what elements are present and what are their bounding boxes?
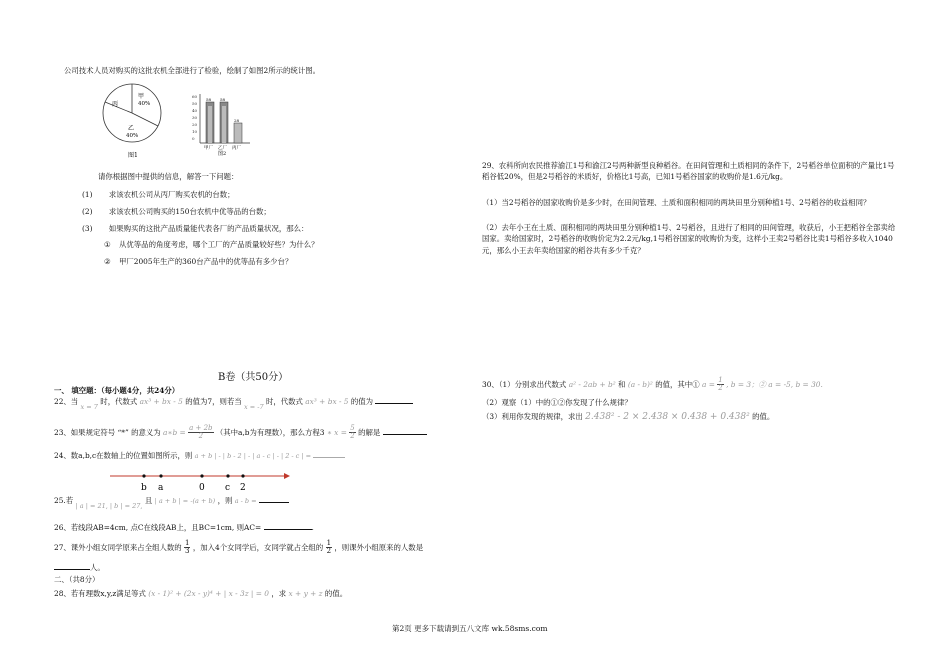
text: 的值，其中① (655, 379, 700, 389)
text: ，则 (217, 496, 233, 505)
answer-blank[interactable] (54, 569, 90, 570)
label-b: b (141, 483, 147, 493)
text: 22、当 (54, 397, 79, 406)
problem-27-tail (54, 563, 105, 572)
q-text: 甲厂2005年生产的360台产品中的优等品有多少台？ (119, 257, 293, 266)
answer-blank[interactable] (313, 457, 345, 458)
page-footer: 第2页 更多下载请到五八文库 wk.58sms.com (392, 624, 548, 633)
point-2 (241, 474, 244, 477)
part1-heading: 一、 填空题：（每小题4分，共24分） (54, 386, 180, 395)
answer-blank[interactable] (375, 403, 413, 404)
bar-category-label: 丙厂 (232, 146, 241, 151)
text: 28、若有理数x,y,z满足等式 (54, 589, 146, 598)
text: ，则课外小组原来的人数是 (334, 542, 424, 552)
problem-30-part2: （2）观察（1）中的①②你发现了什么规律？ (482, 398, 632, 407)
numerator: a + 2b (189, 424, 213, 432)
text: 和 (618, 379, 626, 389)
problem-23 (54, 425, 427, 441)
problem-28 (54, 589, 347, 598)
q-number: (3) (82, 224, 93, 233)
bar-category-label: 甲厂 (204, 146, 213, 151)
fraction (717, 377, 723, 393)
question-1 (82, 190, 235, 199)
text: 24、数a,b,c在数轴上的位置如图所示，则 (54, 451, 193, 460)
point-a (159, 474, 162, 477)
question-intro: 请你根据图中提供的信息，解答一下问题： (98, 172, 239, 181)
problem-25 (54, 496, 289, 510)
math: 2.438² - 2 × 2.438 × 0.438 + 0.438² (585, 412, 750, 422)
denominator: 2 (350, 432, 355, 441)
math: ∗ x = (326, 427, 347, 437)
intro-text: 公司技术人员对购买的这批农机全部进行了检验，绘制了如图2所示的统计图。 (64, 66, 320, 75)
fraction (184, 540, 190, 556)
problem-22 (54, 397, 413, 411)
svg-text:20: 20 (192, 122, 198, 127)
label-2: 2 (240, 483, 246, 493)
math: a + b | - | b - 2 | - | a - c | - | 2 - c | = (194, 452, 312, 460)
numerator: 1 (185, 539, 190, 547)
text: 27、课外小组女同学原来占全组人数的 (54, 542, 182, 552)
denominator: 2 (718, 384, 723, 393)
text: （其中a,b为有理数），那么方程3 (215, 427, 325, 437)
bar-value-label: 28 (234, 118, 240, 123)
math: a = -5, b = 30. (768, 379, 823, 389)
text: 时，代数式 (265, 397, 303, 406)
math: | a | = 21, | b | = 27, (75, 502, 143, 510)
label-0: 0 (199, 483, 205, 493)
q-number: ② (104, 257, 111, 266)
question-3a (104, 240, 319, 249)
svg-text:0: 0 (192, 136, 195, 141)
denominator: 2 (326, 547, 332, 556)
problem-29-part2: （2）去年小王在土质、面积相同的两块田里分别种植1号、2号稻谷，且进行了相同的田间管理，收获后，小王把稻谷全部卖给国家。卖给国家时，2号稻谷的收购价定为2.2元/kg,1号稻谷国家的收购价为变，这样小王卖2号稻谷比卖1号稻谷多收入1040元，那么小王去年卖给国家的稻谷共有多少千克？ (482, 223, 896, 255)
numerator: 5 (350, 424, 355, 432)
problem-30 (482, 377, 823, 393)
q-number: ① (104, 240, 111, 249)
math: a∗b = (163, 427, 186, 437)
text: 的值为 (350, 397, 374, 406)
problem-26: 26、若线段AB=4cm, 点C在线段AB上，且BC=1cm, 则AC= . (54, 523, 314, 532)
numerator: 1 (718, 376, 723, 384)
math: a² - 2ab + b² (568, 379, 616, 389)
math: x + y + z (288, 589, 323, 598)
math: a = (701, 379, 715, 389)
math: x = 7 (80, 403, 98, 411)
question-3 (82, 224, 308, 233)
math: a - b = (234, 497, 257, 505)
math: ax³ + bx - 5 (305, 397, 349, 406)
math: | a + b | = -(a + b) (154, 497, 216, 505)
answer-blank[interactable] (259, 502, 289, 503)
text: 的解是 (358, 427, 381, 437)
math: ax³ + bx - 5 (139, 397, 183, 406)
point-0 (200, 474, 203, 477)
svg-text:60: 60 (192, 94, 198, 99)
text: ，加入4个女同学后，女同学就占全组的 (192, 542, 324, 552)
pie-slice-pct-乙: 40% (126, 133, 139, 139)
y-ticks (192, 94, 198, 141)
text: 23、如果规定符号 “*” 的意义为 (54, 427, 161, 437)
problem-27 (54, 540, 423, 556)
question-3b (104, 257, 292, 266)
svg-text:10: 10 (192, 129, 198, 134)
fig2-caption: 图2 (218, 151, 227, 157)
q-text: 求该农机公司从丙厂购买农机的台数； (108, 190, 235, 199)
bar-value-label: 58 (206, 97, 212, 102)
text: 25.若 (54, 496, 74, 505)
q-number: (1) (82, 190, 93, 199)
text: 30、（1）分别求出代数式 (482, 379, 567, 389)
math: (a - b)² (627, 379, 653, 389)
label-a: a (158, 483, 164, 493)
part2-heading: 二、（共8分） (54, 575, 100, 584)
denominator: 3 (185, 547, 190, 556)
answer-blank[interactable] (383, 434, 427, 435)
fraction (188, 425, 213, 441)
text: 人。 (90, 563, 105, 572)
point-c (226, 474, 229, 477)
q-text: 如果购买的这批产品质量能代表各厂的产品质量状况，那么： (108, 224, 309, 233)
text: 的值为7，则若当 (185, 397, 242, 406)
pie-slice-label-丙: 丙 (112, 101, 119, 108)
problem-30-part3 (482, 412, 774, 423)
point-b (142, 474, 145, 477)
numerator: 1 (326, 539, 332, 547)
svg-text:40: 40 (192, 108, 198, 113)
svg-text:30: 30 (192, 115, 198, 120)
bar-chart-fig2 (190, 92, 252, 157)
fraction (349, 425, 355, 441)
label-c: c (225, 483, 231, 493)
problem-29-part1: （1）当2号稻谷的国家收购价是多少时，在田间管理、土质和面积相同的两块田里分别种植1号、2号稻谷的收益相同？ (482, 198, 871, 207)
pie-chart-fig1 (100, 80, 168, 160)
section-b-title: B卷（共50分） (218, 372, 289, 383)
math: x = -7 (244, 403, 264, 411)
answer-blank[interactable] (264, 529, 312, 530)
bar-value-label: 58 (220, 97, 226, 102)
text: 且 (144, 496, 153, 505)
denominator: 2 (198, 432, 204, 441)
text: 时，代数式 (100, 397, 138, 406)
problem-29: 29、农科所向农民推荐渝江1号和渝江2号两种新型良种稻谷。在田间管理和土质相同的条件下，2号稻谷单位面积的产量比1号稻谷低20%，但是2号稻谷的米质好，价格比1号高，已知1号稻谷国家的收购价是1.6元/kg。 (482, 161, 895, 182)
fig1-caption: 图1 (128, 152, 138, 159)
bar-丙厂 (234, 123, 242, 143)
q-text: 求该农机公司购买的150台农机中优等品的台数； (108, 207, 271, 216)
text: （3）利用你发现的规律，求出 (482, 412, 583, 421)
bar-category-label: 乙厂 (218, 146, 227, 151)
pie-slice-label-甲: 甲 (138, 93, 145, 100)
svg-text:50: 50 (192, 101, 198, 106)
bar-乙厂-inner (222, 106, 226, 143)
problem-24 (54, 451, 345, 460)
math: (x - 1)² + (2x - y)⁴ + | x - 3z | = 0 (148, 589, 270, 598)
math: , b = 3；② (726, 379, 766, 389)
question-2 (82, 207, 271, 216)
pie-slice-label-乙: 乙 (128, 125, 135, 132)
fraction (326, 540, 332, 556)
number-line (110, 468, 290, 496)
q-number: (2) (82, 207, 93, 216)
text: ，求 (271, 589, 287, 598)
arrow-head-icon (284, 473, 290, 479)
bar-甲厂-inner (208, 106, 212, 143)
q-text: 从优等品的角度考虑，哪个工厂的产品质量较好些？为什么？ (119, 240, 319, 249)
pie-slice-pct-甲: 40% (138, 101, 151, 107)
text: 的值。 (324, 589, 348, 598)
text: 26、若线段AB=4cm, 点C在线段AB上，且BC=1cm, 则AC= (54, 523, 262, 532)
text: 的值。 (752, 412, 775, 421)
